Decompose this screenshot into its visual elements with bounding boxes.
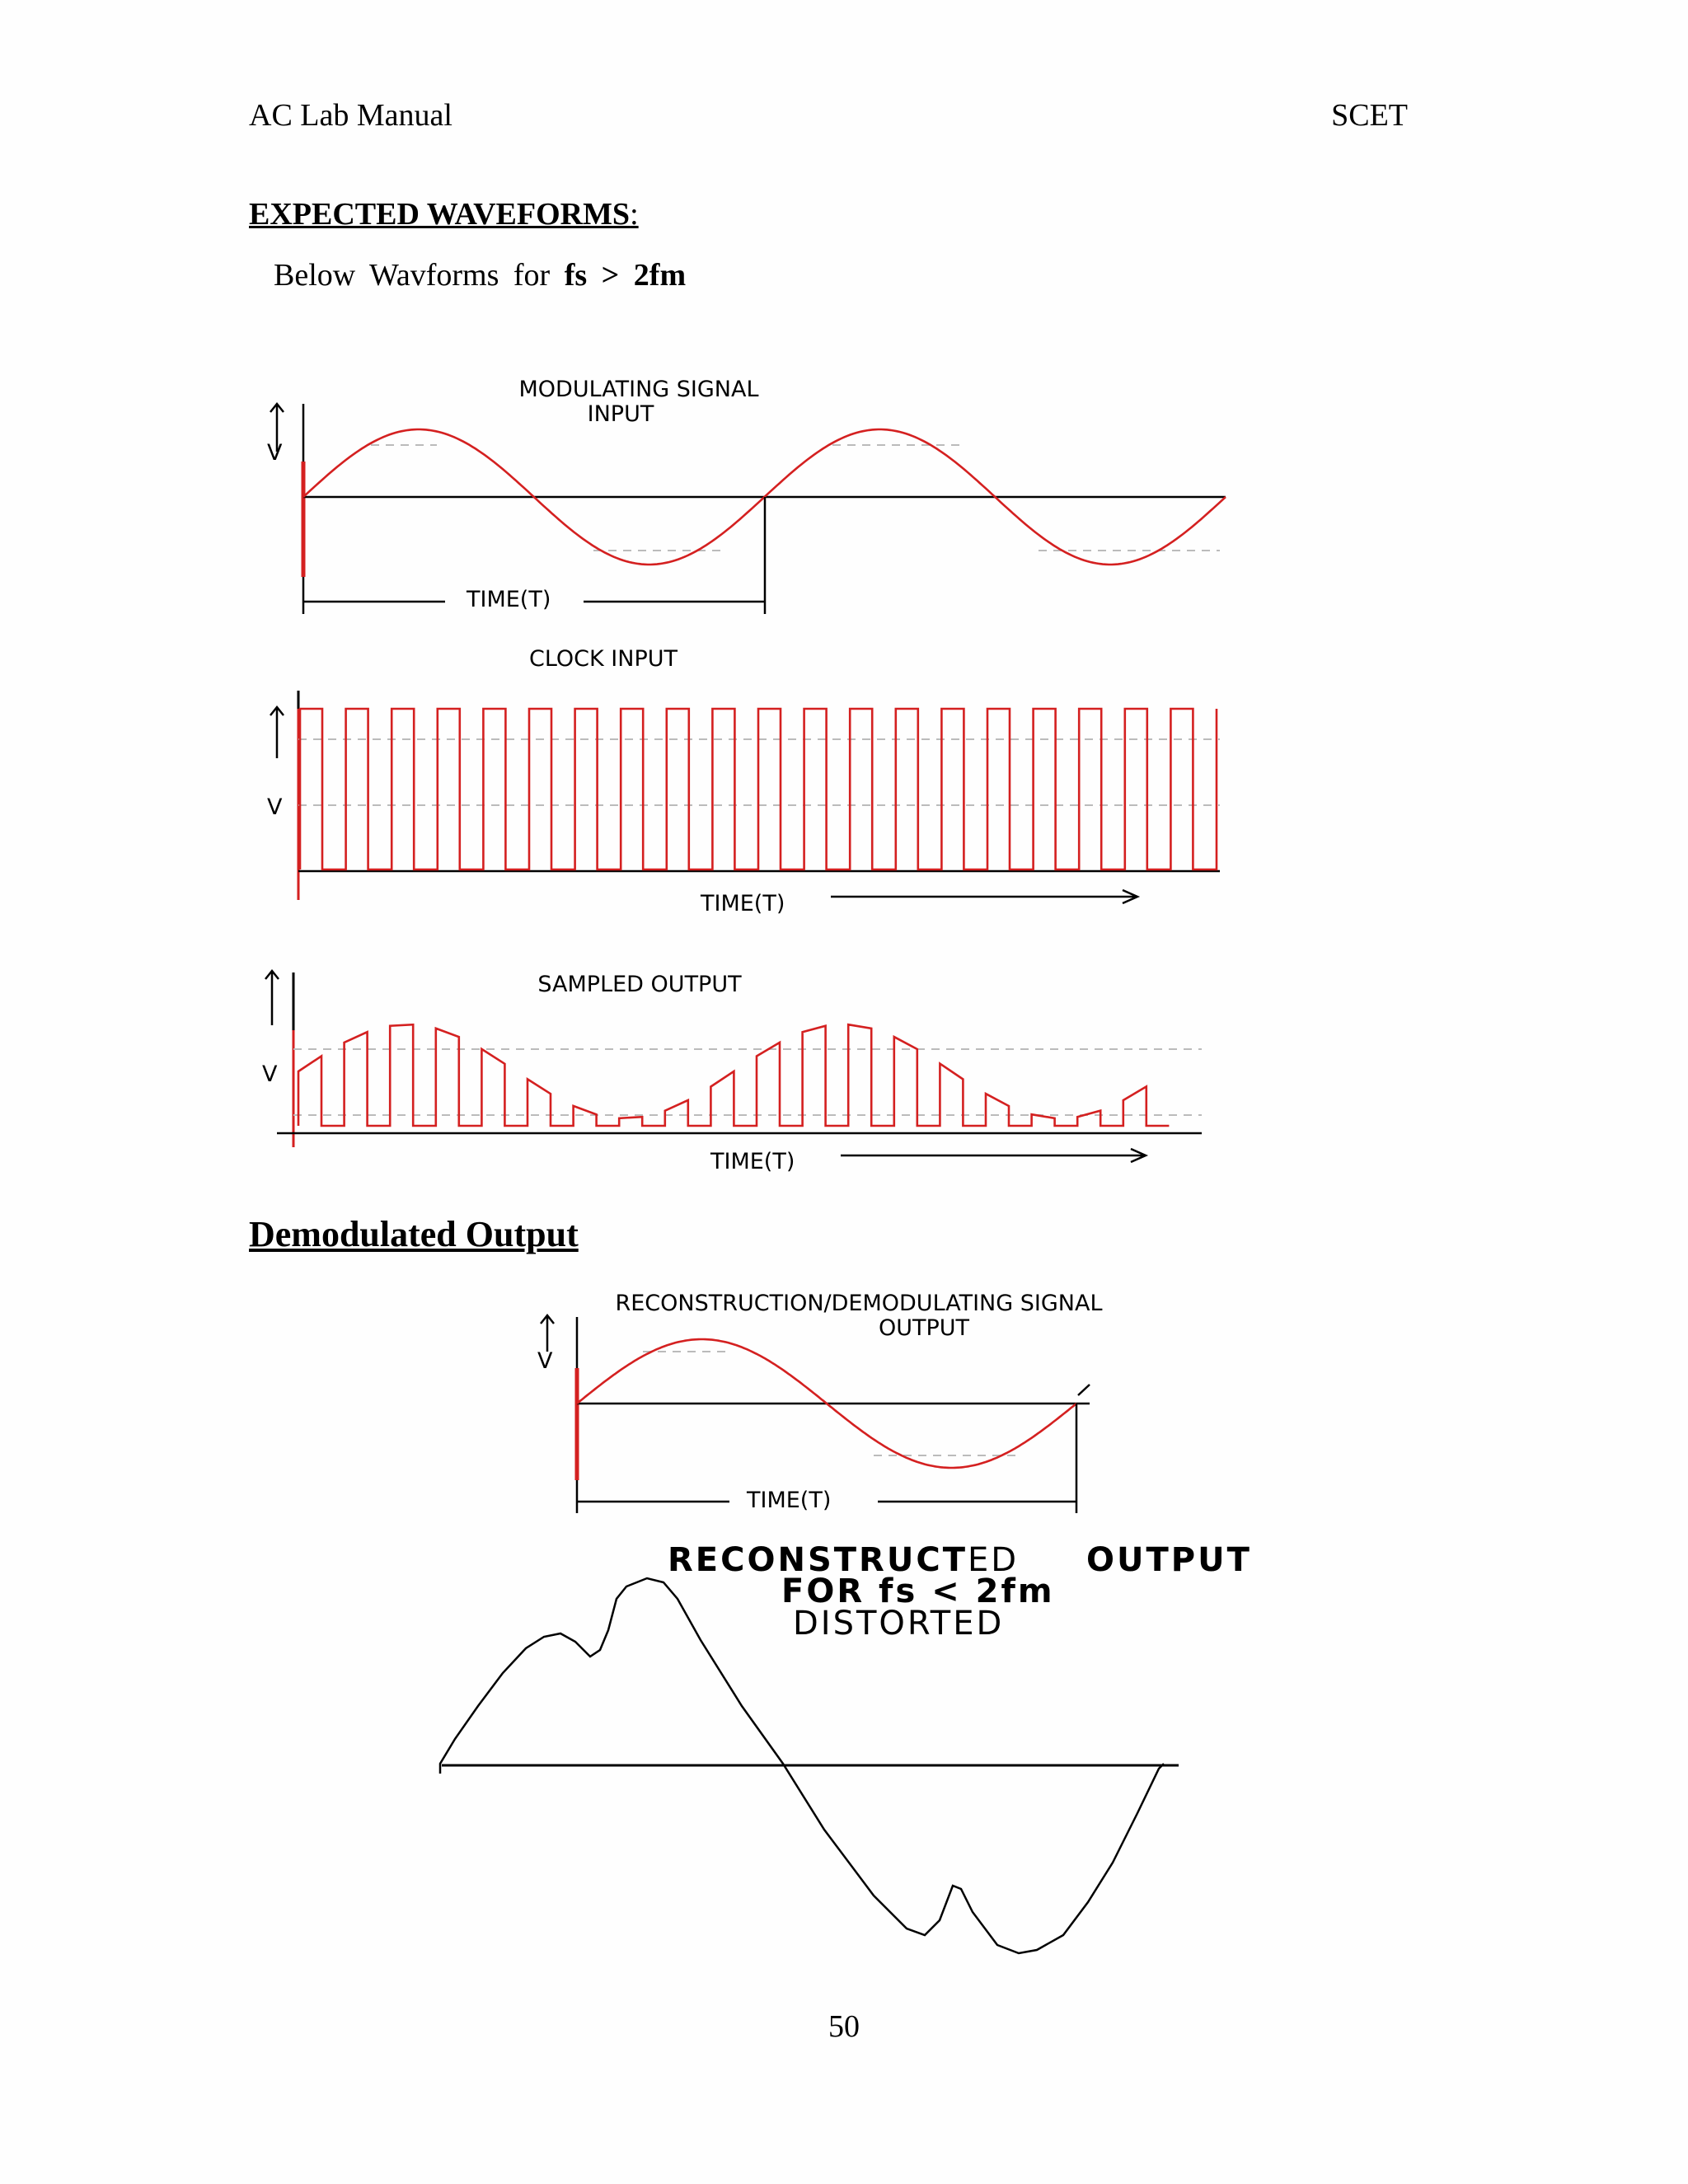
- reconstruction-title-line1: RECONSTRUCTION/DEMODULATING SIGNAL: [615, 1291, 1103, 1316]
- sampled-pam-wave: [298, 1024, 1169, 1126]
- modulating-v-label: V: [267, 440, 283, 466]
- distorted-line1-a: RECONSTRUCT: [668, 1541, 968, 1579]
- subtitle-prefix: Below Wavforms for: [274, 258, 565, 293]
- modulating-title-line2: INPUT: [587, 401, 654, 427]
- header-right: SCET: [1331, 98, 1408, 133]
- section-title-text: EXPECTED WAVEFORMS: [249, 197, 631, 232]
- distorted-line1-c: OUTPUT: [1086, 1541, 1252, 1579]
- v-arrow-icon: [541, 1315, 554, 1352]
- sampled-title: SAMPLED OUTPUT: [537, 972, 742, 997]
- sampled-grid: [293, 1049, 1202, 1115]
- section-title-colon: :: [630, 197, 639, 232]
- subtitle-condition: fs > 2fm: [564, 258, 687, 293]
- clock-figure: [267, 646, 1220, 916]
- clock-v-label: V: [267, 794, 283, 820]
- sampled-figure: [262, 971, 1202, 1174]
- reconstruction-time-label: TIME(T): [747, 1488, 832, 1513]
- reconstruction-figure: [537, 1291, 1103, 1513]
- distorted-line1-b: ED: [967, 1541, 1020, 1579]
- page-number: 50: [828, 2009, 860, 2044]
- sampled-time-label: TIME(T): [710, 1149, 795, 1174]
- reconstruction-v-label: V: [537, 1348, 553, 1374]
- distorted-title-line3: DISTORTED: [793, 1605, 1005, 1643]
- sampled-v-label: V: [262, 1062, 278, 1087]
- distorted-title-line2: FOR fs < 2fm: [781, 1572, 1055, 1610]
- v-arrow-icon: [270, 707, 284, 758]
- clock-title: CLOCK INPUT: [528, 646, 678, 672]
- clock-time-arrow-icon: [831, 890, 1137, 903]
- sampled-time-arrow-icon: [841, 1149, 1146, 1162]
- modulating-figure: [267, 377, 1226, 614]
- modulating-time-label: TIME(T): [467, 587, 551, 612]
- demodulated-output-title: Demodulated Output: [249, 1214, 579, 1254]
- distorted-figure: [440, 1541, 1252, 1953]
- modulating-title-line1: MODULATING SIGNAL: [518, 377, 759, 402]
- v-arrow-icon: [265, 971, 279, 1025]
- clock-square-wave: [300, 709, 1217, 869]
- reconstruction-axis-tick: [1078, 1385, 1090, 1395]
- header-left: AC Lab Manual: [249, 98, 452, 133]
- clock-time-label: TIME(T): [701, 891, 785, 916]
- reconstruction-title-line2: OUTPUT: [878, 1315, 970, 1341]
